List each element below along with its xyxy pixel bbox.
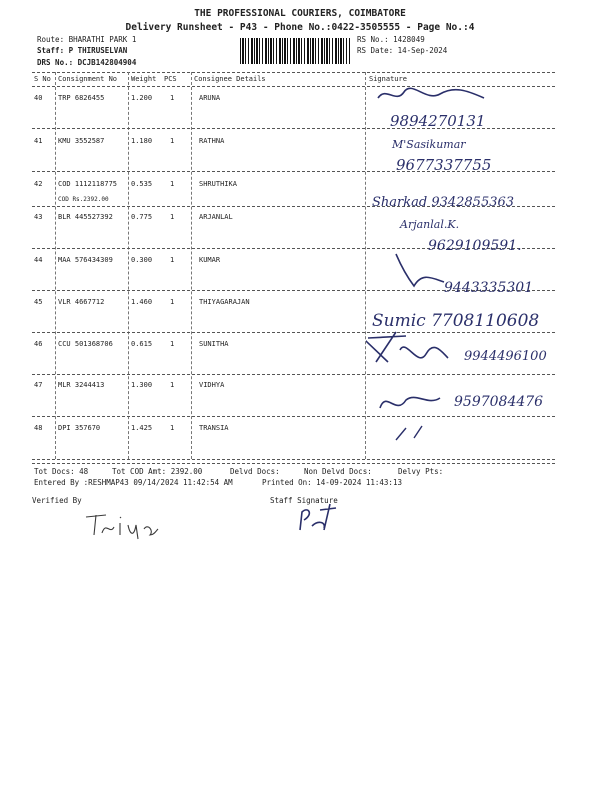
row-consignment: TRP 6826455 xyxy=(58,94,105,102)
row-sno: 44 xyxy=(34,256,43,264)
route-label: Route: BHARATHI PARK 1 xyxy=(37,35,137,44)
row-consignee: THIYAGARAJAN xyxy=(199,298,250,306)
row-sno: 45 xyxy=(34,298,43,306)
row-pcs: 1 xyxy=(170,180,175,188)
total-cod-amount: Tot COD Amt: 2392.00 xyxy=(112,467,203,476)
handwriting-phone: 9443335301 xyxy=(444,280,534,296)
row-weight: 0.535 xyxy=(131,180,153,188)
handwriting-name-phone: Sharkad 9342855363 xyxy=(372,195,515,210)
handwriting-name: Arjanlal.K. xyxy=(400,218,460,231)
row-weight: 0.775 xyxy=(131,213,153,221)
rs-date: RS Date: 14-Sep-2024 xyxy=(357,46,448,55)
row-pcs: 1 xyxy=(170,94,175,102)
footer-rule xyxy=(32,463,555,464)
handwriting-name-phone: Sumic 7708110608 xyxy=(372,311,540,331)
verified-by-label: Verified By xyxy=(32,496,82,505)
handwriting-phone: 9629109591. xyxy=(428,238,522,254)
runsheet-subtitle: Delivery Runsheet - P43 - Phone No.:0422-3505555 - Page No.:4 xyxy=(125,22,475,33)
row-weight: 0.300 xyxy=(131,256,153,264)
row-pcs: 1 xyxy=(170,298,175,306)
row-weight: 1.200 xyxy=(131,94,153,102)
col-signature: Signature xyxy=(369,75,407,83)
row-weight: 1.460 xyxy=(131,298,153,306)
handwriting-phone: 9597084476 xyxy=(454,394,544,410)
company-title: THE PROFESSIONAL COURIERS, COIMBATORE xyxy=(194,8,406,19)
verifier-signature xyxy=(80,505,170,545)
row-pcs: 1 xyxy=(170,424,175,432)
rs-number: RS No.: 1428049 xyxy=(357,35,425,44)
row-pcs: 1 xyxy=(170,381,175,389)
col-consignee: Consignee Details xyxy=(194,75,266,83)
row-sno: 47 xyxy=(34,381,43,389)
row-pcs: 1 xyxy=(170,256,175,264)
row-pcs: 1 xyxy=(170,137,175,145)
row-consignment: BLR 445527392 xyxy=(58,213,113,221)
row-pcs: 1 xyxy=(170,340,175,348)
row-weight: 1.180 xyxy=(131,137,153,145)
staff-label: Staff: P THIRUSELVAN xyxy=(37,46,128,55)
drs-number: DRS No.: DCJB142804904 xyxy=(37,58,137,67)
row-consignee: TRANSIA xyxy=(199,424,229,432)
handwriting-name: M'Sasikumar xyxy=(392,138,466,151)
row-sno: 48 xyxy=(34,424,43,432)
row-sno: 46 xyxy=(34,340,43,348)
col-pcs: PCS xyxy=(164,75,177,83)
col-sno: S No xyxy=(34,75,51,83)
staff-signature xyxy=(290,500,350,536)
row-consignment: CCU 501368706 xyxy=(58,340,113,348)
handwriting-phone: 9894270131 xyxy=(390,112,486,130)
row-consignee: ARUNA xyxy=(199,94,221,102)
cod-amount-note: COD Rs.2392.00 xyxy=(58,196,109,203)
header-rule-top xyxy=(32,72,555,73)
col-divider xyxy=(55,72,56,459)
barcode xyxy=(240,38,350,64)
row-sno: 40 xyxy=(34,94,43,102)
row-consignment: MAA 576434309 xyxy=(58,256,113,264)
row-pcs: 1 xyxy=(170,213,175,221)
row-sno: 41 xyxy=(34,137,43,145)
row-consignee: VIDHYA xyxy=(199,381,225,389)
row-weight: 1.300 xyxy=(131,381,153,389)
entered-by: Entered By :RESHMAP43 09/14/2024 11:42:54 AM xyxy=(34,478,233,487)
col-divider xyxy=(128,72,129,459)
row-consignee: SHRUTHIKA xyxy=(199,180,237,188)
non-delivered-docs: Non Delvd Docs: xyxy=(304,467,372,476)
row-sno: 42 xyxy=(34,180,43,188)
total-docs: Tot Docs: 48 xyxy=(34,467,89,476)
printed-on: Printed On: 14-09-2024 11:43:13 xyxy=(262,478,402,487)
row-consignee: RATHNA xyxy=(199,137,225,145)
delivered-docs: Delvd Docs: xyxy=(230,467,280,476)
handwriting-phone: 9944496100 xyxy=(464,349,547,364)
row-consignment: DPI 357670 xyxy=(58,424,101,432)
row-consignee: KUMAR xyxy=(199,256,221,264)
col-weight: Weight xyxy=(131,75,157,83)
delivery-points: Delvy Pts: xyxy=(398,467,444,476)
row-sno: 43 xyxy=(34,213,43,221)
row-weight: 0.615 xyxy=(131,340,153,348)
row-consignment: MLR 3244413 xyxy=(58,381,105,389)
handwriting-phone: 9677337755 xyxy=(396,156,492,174)
handwritten-signatures xyxy=(366,82,600,462)
row-consignment: VLR 4667712 xyxy=(58,298,105,306)
col-divider xyxy=(191,72,192,459)
row-weight: 1.425 xyxy=(131,424,153,432)
staff-signature-label: Staff Signature xyxy=(270,496,338,505)
row-consignment: COD 1112118775 xyxy=(58,180,118,188)
row-consignee: SUNITHA xyxy=(199,340,229,348)
col-consignment: Consignment No xyxy=(58,75,118,83)
row-consignee: ARJANLAL xyxy=(199,213,233,221)
row-consignment: KMU 3552587 xyxy=(58,137,105,145)
